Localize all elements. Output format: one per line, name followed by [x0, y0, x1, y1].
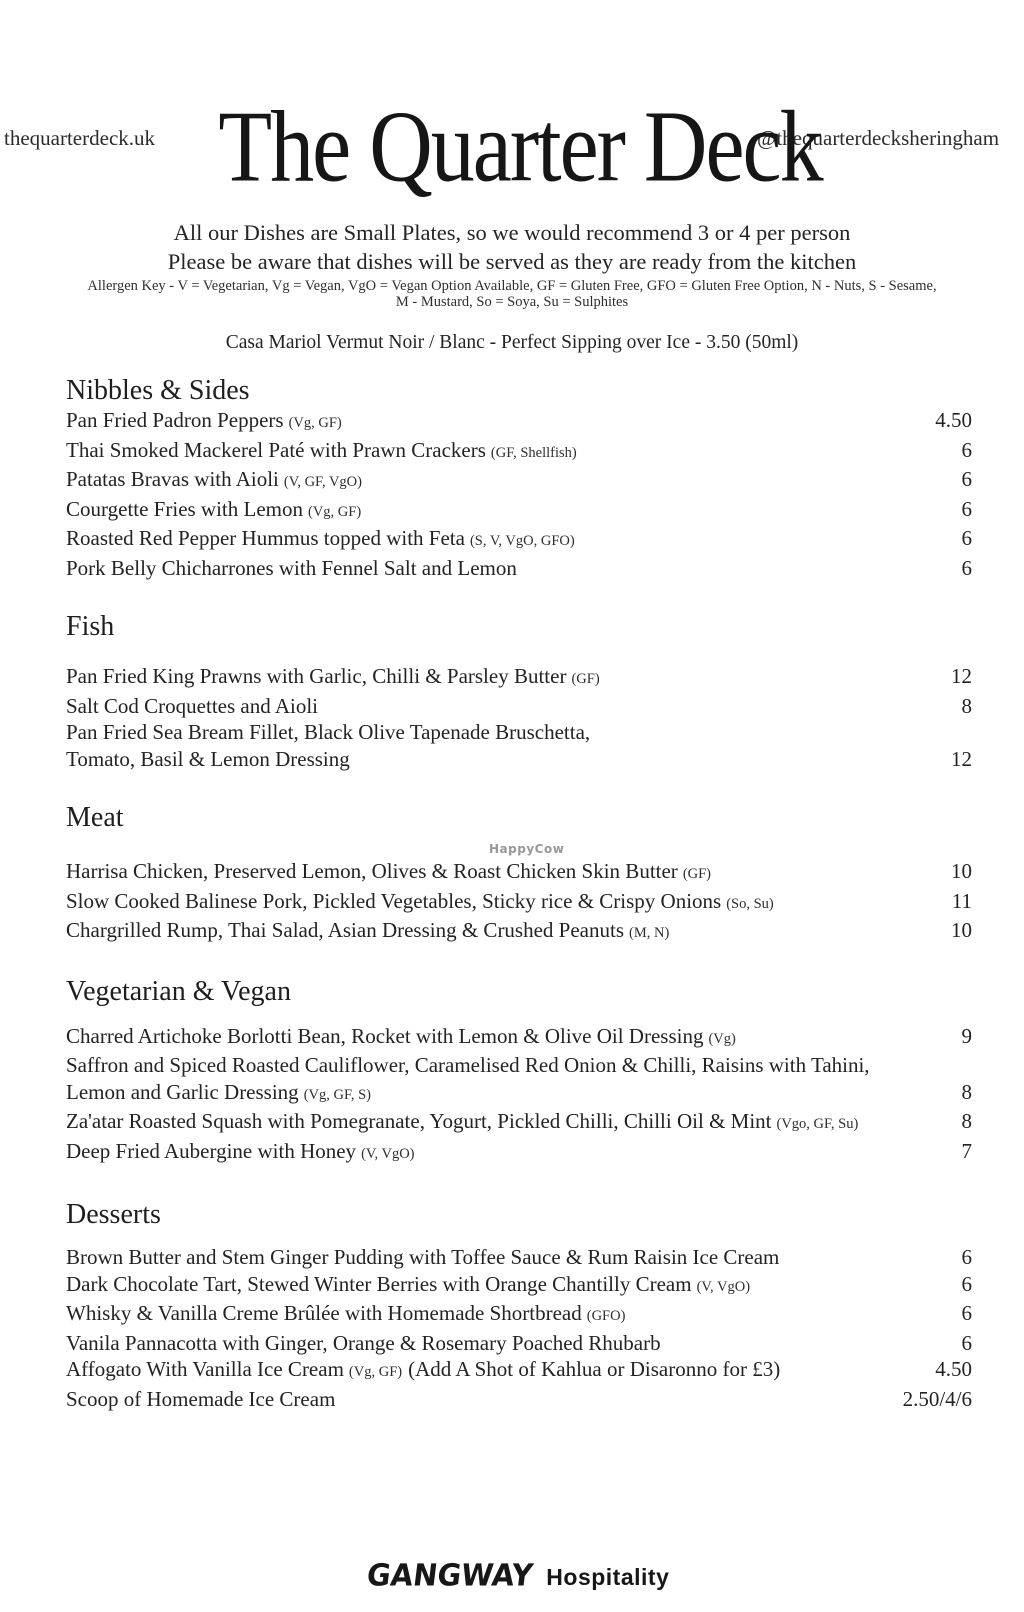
allergen-key-line-2: M - Mustard, So = Soya, Su = Sulphites: [395, 293, 629, 310]
menu-item-row: [66, 1079, 972, 1109]
dish-name: Affogato With Vanilla Ice Cream (Vg, GF) (Add A Shot of Kahlua or Disaronno for £3): [66, 1357, 781, 1381]
header-site-url: thequarterdeck.uk: [4, 126, 156, 150]
section-rows: [66, 663, 972, 772]
section-desserts: [66, 1200, 972, 1412]
dish-price: 6: [961, 1245, 972, 1269]
section-heading: Fish: [66, 611, 115, 642]
section-nibbles-and-sides: [66, 376, 972, 581]
dish-price: 6: [961, 1301, 972, 1325]
dish-price: 6: [961, 526, 972, 550]
dish-tags: (GF): [682, 866, 712, 882]
menu-item-row: [66, 407, 972, 437]
dish-tags: (Vg, GF): [288, 415, 342, 431]
dish-tags: (S, V, VgO, GFO): [469, 533, 575, 549]
dish-name: Thai Smoked Mackerel Paté with Prawn Crackers (GF, Shellfish): [66, 437, 577, 462]
dish-price: 10: [951, 859, 972, 883]
dish-name: Courgette Fries with Lemon (Vg, GF): [66, 496, 362, 521]
dish-price: 2.50/4/6: [902, 1386, 972, 1411]
menu-item-row: [66, 555, 972, 582]
menu-item-row: [66, 719, 972, 746]
intro-block: [0, 218, 1024, 276]
menu-item-row: [66, 746, 972, 773]
dish-name: Lemon and Garlic Dressing (Vg, GF, S): [66, 1079, 372, 1104]
dish-name: Scoop of Homemade Ice Cream: [66, 1386, 336, 1411]
drink-note: Casa Mariol Vermut Noir / Blanc - Perfect Sipping over Ice - 3.50 (50ml): [225, 332, 799, 353]
section-heading: Meat: [66, 802, 124, 833]
menu-item-row: [66, 1356, 972, 1386]
dish-price: 12: [951, 664, 972, 688]
dish-name: Harrisa Chicken, Preserved Lemon, Olives & Roast Chicken Skin Butter (GF): [66, 859, 712, 883]
dish-name: Pan Fried Sea Bream Fillet, Black Olive Tapenade Bruschetta,: [66, 720, 591, 744]
dish-tags: (V, GF, VgO): [283, 474, 362, 490]
section-meat: [66, 803, 972, 947]
menu-item-row: [66, 888, 972, 918]
dish-tags: (Vg, GF): [348, 1364, 403, 1380]
dish-suffix: (Add A Shot of Kahlua or Disaronno for £3): [408, 1357, 781, 1381]
section-rows: [66, 1244, 972, 1412]
menu-item-row: [66, 693, 972, 720]
dish-name: Roasted Red Pepper Hummus topped with Feta (S, V, VgO, GFO): [66, 526, 575, 550]
allergen-key-line-1: Allergen Key - V = Vegetarian, Vg = Vegan, VgO = Vegan Option Available, GF = Gluten Free, GFO = Gluten Free Option, N - Nuts, S - Sesame,: [87, 278, 937, 294]
dish-tags: (GF, Shellfish): [490, 444, 577, 461]
happycow-watermark: HappyCow: [489, 842, 565, 856]
dish-name: Pan Fried Padron Peppers (Vg, GF): [66, 408, 342, 432]
menu-body: [0, 376, 1024, 1412]
dish-name: Za'atar Roasted Squash with Pomegranate, Yogurt, Pickled Chilli, Chilli Oil & Mint (Vgo, GF, Su): [66, 1109, 859, 1133]
dish-tags: (Vg, GF, S): [303, 1086, 372, 1103]
menu-item-row: [66, 466, 972, 496]
menu-page: [0, 91, 1024, 1612]
gangway-brand-logo: GANGWAY: [364, 1557, 535, 1593]
dish-tags: (Vgo, GF, Su): [776, 1116, 859, 1132]
menu-item-row: [66, 1138, 972, 1168]
dish-tags: (V, VgO): [361, 1145, 415, 1162]
dish-price: 4.50: [935, 1357, 972, 1381]
menu-item-row: [66, 917, 972, 947]
intro-line-1: All our Dishes are Small Plates, so we would recommend 3 or 4 per person: [173, 220, 851, 245]
dish-name: Salt Cod Croquettes and Aioli: [66, 693, 318, 718]
dish-tags: (GF): [571, 671, 600, 687]
section-heading: Nibbles & Sides: [66, 375, 250, 406]
dish-name: Tomato, Basil & Lemon Dressing: [66, 746, 350, 771]
section-rows: [66, 407, 972, 581]
dish-tags: (Vg): [708, 1030, 736, 1047]
header-social-handle: @thequarterdecksheringham: [757, 126, 1000, 150]
section-heading: Vegetarian & Vegan: [66, 975, 291, 1007]
dish-name: Pork Belly Chicharrones with Fennel Salt and Lemon: [66, 555, 517, 580]
footer-brand-text: Hospitality: [546, 1564, 670, 1590]
menu-item-row: [66, 1023, 972, 1053]
dish-price: 8: [961, 1109, 972, 1133]
dish-name: Charred Artichoke Borlotti Bean, Rocket with Lemon & Olive Oil Dressing (Vg): [66, 1023, 736, 1048]
dish-price: 10: [951, 918, 972, 942]
menu-item-row: [66, 496, 972, 526]
dish-price: 8: [961, 693, 972, 718]
menu-item-row: [66, 525, 972, 555]
dish-name: Chargrilled Rump, Thai Salad, Asian Dressing & Crushed Peanuts (M, N): [66, 918, 670, 942]
dish-name: Whisky & Vanilla Creme Brûlée with Homemade Shortbread (GFO): [66, 1301, 626, 1325]
menu-item-row: [66, 1330, 972, 1357]
dish-tags: (M, N): [629, 925, 670, 941]
dish-price: 6: [961, 555, 972, 580]
dish-name: Brown Butter and Stem Ginger Pudding with Toffee Sauce & Rum Raisin Ice Cream: [66, 1245, 780, 1269]
dish-price: 6: [961, 467, 972, 491]
dish-tags: (V, VgO): [696, 1278, 751, 1295]
dish-name: Pan Fried King Prawns with Garlic, Chilli & Parsley Butter (GF): [66, 664, 600, 688]
dish-name: Saffron and Spiced Roasted Cauliflower, Caramelised Red Onion & Chilli, Raisins with Tahini,: [66, 1053, 870, 1077]
section-vegetarian-vegan: [66, 977, 972, 1168]
menu-item-row: [66, 1108, 972, 1138]
menu-item-row: [66, 1052, 972, 1079]
dish-price: 6: [961, 496, 972, 521]
dish-tags: (GFO): [586, 1308, 626, 1324]
dish-price: 8: [961, 1079, 972, 1104]
dish-price: 12: [951, 746, 972, 771]
dish-name: Deep Fried Aubergine with Honey (V, VgO): [66, 1138, 415, 1163]
dish-price: 6: [961, 1271, 972, 1296]
footer-logo: [0, 1558, 1024, 1592]
section-heading: Desserts: [66, 1199, 161, 1230]
section-fish: [66, 612, 972, 772]
menu-item-row: [66, 663, 972, 693]
dish-tags: (So, Su): [726, 895, 774, 912]
allergen-key-block: [0, 279, 1024, 310]
dish-price: 6: [961, 437, 972, 462]
intro-line-2: Please be aware that dishes will be served as they are ready from the kitchen: [167, 249, 857, 274]
dish-price: 9: [961, 1023, 972, 1048]
menu-item-row: [66, 858, 972, 888]
dish-tags: (Vg, GF): [308, 503, 362, 520]
dish-price: 11: [951, 888, 972, 913]
dish-name: Vanila Pannacotta with Ginger, Orange & Rosemary Poached Rhubarb: [66, 1330, 661, 1355]
page-title: The Quarter Deck: [218, 91, 822, 204]
dish-price: 4.50: [935, 408, 972, 432]
dish-price: 7: [961, 1138, 972, 1163]
menu-item-row: [66, 1271, 972, 1301]
section-rows: [66, 858, 972, 947]
menu-item-row: [66, 437, 972, 467]
dish-name: Dark Chocolate Tart, Stewed Winter Berries with Orange Chantilly Cream (V, VgO): [66, 1271, 751, 1296]
menu-item-row: [66, 1244, 972, 1271]
dish-name: Patatas Bravas with Aioli (V, GF, VgO): [66, 467, 362, 491]
dish-price: 6: [961, 1330, 972, 1355]
section-rows: [66, 1023, 972, 1168]
menu-item-row: [66, 1386, 972, 1413]
dish-name: Slow Cooked Balinese Pork, Pickled Vegetables, Sticky rice & Crispy Onions (So, Su): [66, 888, 774, 913]
menu-item-row: [66, 1300, 972, 1330]
